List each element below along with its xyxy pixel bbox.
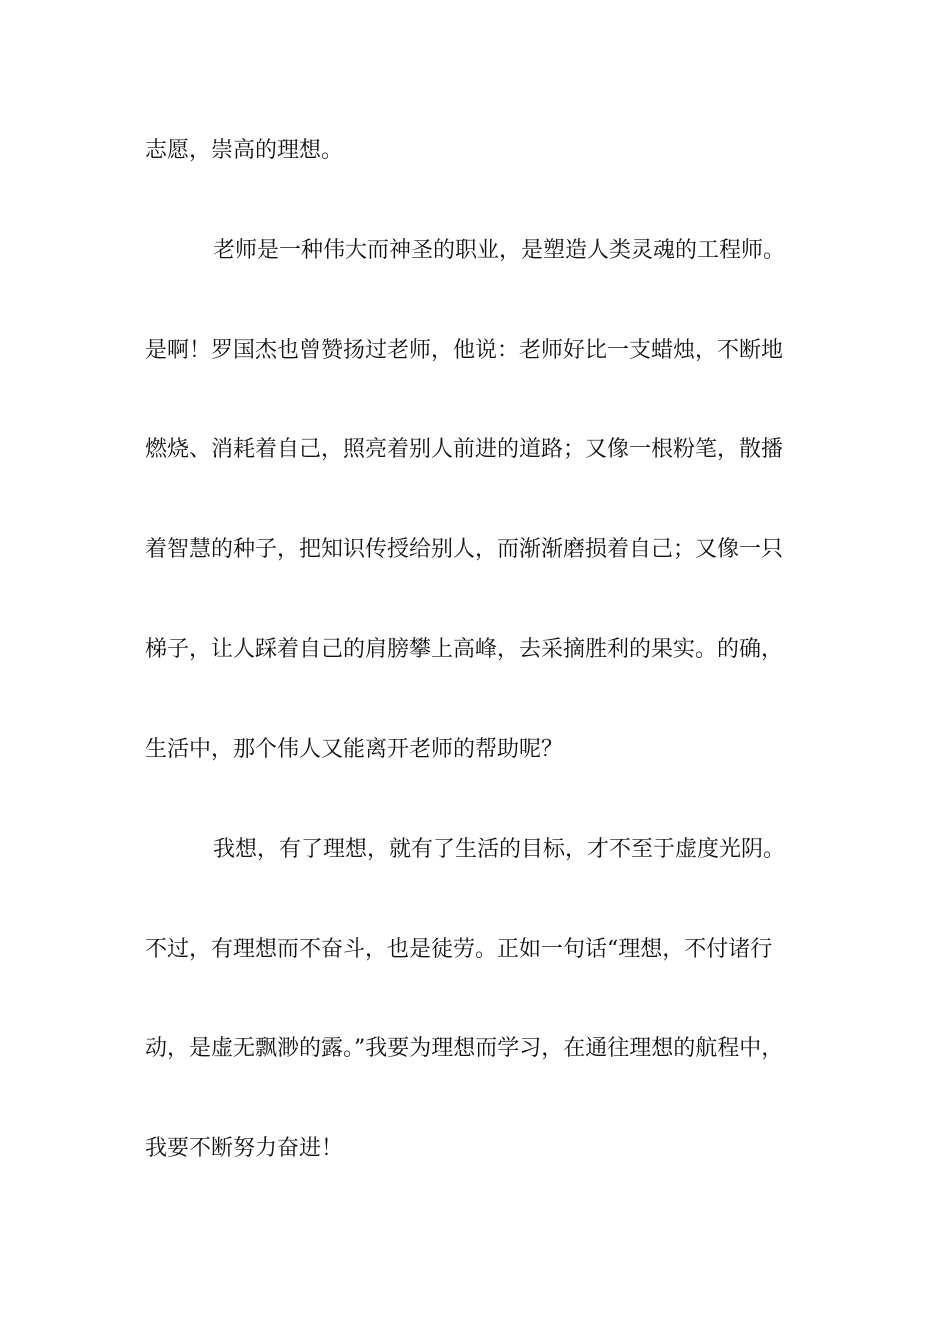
text-line-5: 着智慧的种子，把知识传授给别人，而渐渐磨损着自己；又像一只 — [145, 537, 784, 562]
text-line-9: 不过，有理想而不奋斗，也是徒劳。正如一句话“理想，不付诸行 — [145, 937, 773, 962]
text-line-4: 燃烧、消耗着自己，照亮着别人前进的道路；又像一根粉笔，散播 — [145, 437, 784, 462]
text-line-1: 志愿，崇高的理想。 — [145, 138, 344, 163]
text-line-7: 生活中，那个伟人又能离开老师的帮助呢？ — [145, 737, 564, 762]
text-line-11: 我要不断努力奋进！ — [145, 1136, 344, 1161]
text-line-8: 我想，有了理想，就有了生活的目标，才不至于虚度光阴。 — [213, 837, 786, 862]
text-line-10: 动，是虚无飘渺的露。”我要为理想而学习，在通往理想的航程中， — [145, 1036, 784, 1061]
text-line-2: 老师是一种伟大而神圣的职业，是塑造人类灵魂的工程师。 — [213, 238, 786, 263]
text-line-3: 是啊！罗国杰也曾赞扬过老师，他说：老师好比一支蜡烛，不断地 — [145, 338, 784, 363]
text-line-6: 梯子，让人踩着自己的肩膀攀上高峰，去采摘胜利的果实。的确， — [145, 637, 784, 662]
